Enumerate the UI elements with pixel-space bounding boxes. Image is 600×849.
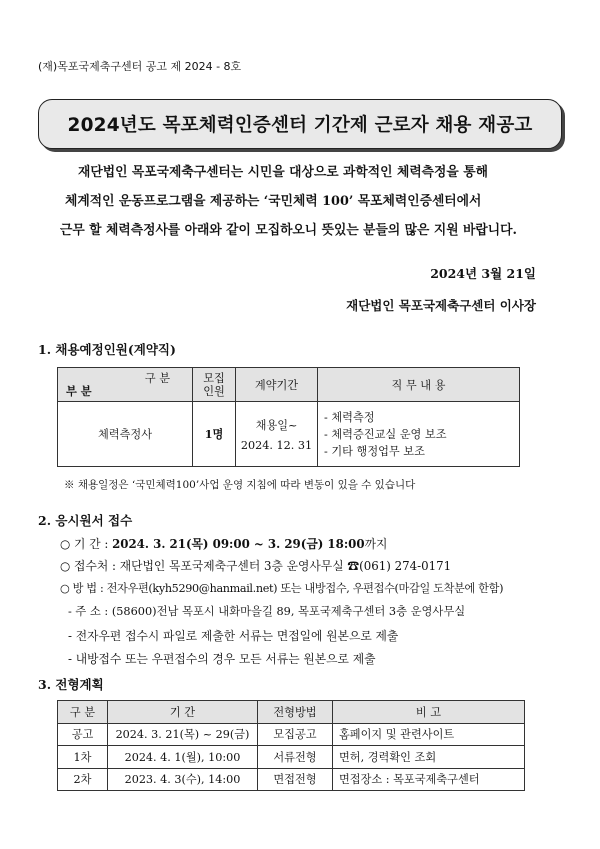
period-cell <box>236 402 318 467</box>
selection-schedule-table <box>57 700 525 791</box>
position-cell: 체력측정사 <box>58 402 193 467</box>
header-diag-top: 구 분 <box>144 372 170 385</box>
address-line: - 주 소 : (58600)전남 목포시 내화마을길 89, 목포국제축구센터 3층 운영사무실 <box>68 605 466 618</box>
recruitment-table <box>57 367 520 467</box>
organization-signature: 재단법인 목포국제축구센터 이사장 <box>346 298 536 313</box>
period-value: 2024. 3. 21(목) 09:00 ~ 3. 29(금) 18:00 <box>112 537 365 551</box>
table-row <box>58 746 525 769</box>
method-cell: 모집공고 <box>258 723 333 746</box>
intro-line: 재단법인 목포국제축구센터는 시민을 대상으로 과학적인 체력측정을 통해 <box>78 165 488 180</box>
stage-cell: 2차 <box>58 768 108 791</box>
header-diag-bottom: 부 분 <box>66 384 92 398</box>
table-row <box>58 768 525 791</box>
remark-cell: 면허, 경력확인 조회 <box>333 746 525 769</box>
date-cell: 2024. 3. 21(목) ~ 29(금) <box>108 723 258 746</box>
date-cell: 2023. 4. 3(수), 14:00 <box>108 768 258 791</box>
table-row <box>58 723 525 746</box>
duty-item: - 체력증진교실 운영 보조 <box>324 427 447 441</box>
table-header-duty: 직 무 내 용 <box>318 368 520 402</box>
schedule-note: ※ 채용일정은 ‘국민체력100’사업 운영 지침에 따라 변동이 있을 수 있습니다 <box>64 479 416 491</box>
intro-line: 체계적인 운동프로그램을 제공하는 ‘국민체력 100’ 목포체력인증센터에서 <box>65 194 482 209</box>
section-heading-2: 2. 응시원서 접수 <box>38 513 133 528</box>
email-note: - 전자우편 접수시 파일로 제출한 서류는 면접일에 원본으로 제출 <box>68 629 399 643</box>
visit-note: - 내방접수 또는 우편접수의 경우 모든 서류는 원본으로 제출 <box>68 652 376 666</box>
method-line: ○ 방 법 : 전자우편(kyh5290@hanmail.net) 또는 내방접수, 우편접수(마감일 도착분에 한함) <box>60 582 504 595</box>
notice-number: (재)목포국제축구센터 공고 제 2024 - 8호 <box>38 60 242 73</box>
section-heading-3: 3. 전형계획 <box>38 677 104 692</box>
duty-item: - 체력측정 <box>324 410 375 424</box>
period-line: ○ 기 간 : 2024. 3. 21(목) 09:00 ~ 3. 29(금) 18:00까지 <box>60 537 388 551</box>
method-cell: 면접전형 <box>258 768 333 791</box>
table-header-count: 모집 인원 <box>193 368 236 402</box>
title-banner <box>38 99 562 149</box>
remark-cell: 홈페이지 및 관련사이트 <box>333 723 525 746</box>
table-header: 전형방법 <box>258 701 333 724</box>
place-value: 재단법인 목포국제축구센터 3층 운영사무실 ☎(061) 274-0171 <box>119 559 452 573</box>
stage-cell: 공고 <box>58 723 108 746</box>
intro-line: 근무 할 체력측정사를 아래와 같이 모집하오니 뜻있는 분들의 많은 지원 바랍니다. <box>60 223 517 238</box>
intro-paragraph <box>60 158 570 245</box>
table-header: 구 분 <box>58 701 108 724</box>
table-header: 비 고 <box>333 701 525 724</box>
notice-date: 2024년 3월 21일 <box>430 266 536 281</box>
section-heading-1: 1. 채용예정인원(계약직) <box>38 342 176 357</box>
method-cell: 서류전형 <box>258 746 333 769</box>
document-title: 2024년도 목포체력인증센터 기간제 근로자 채용 재공고 <box>67 115 533 136</box>
place-line: ○ 접수처 : 재단법인 목포국제축구센터 3층 운영사무실 ☎(061) 274-0171 <box>60 559 452 573</box>
table-header-category <box>58 368 193 402</box>
period-line: 채용일~ <box>255 418 298 432</box>
table-header: 기 간 <box>108 701 258 724</box>
method-value: 전자우편(kyh5290@hanmail.net) 또는 내방접수, 우편접수(마감일 도착분에 한함) <box>106 582 504 595</box>
stage-cell: 1차 <box>58 746 108 769</box>
duty-cell <box>318 402 520 467</box>
duty-item: - 기타 행정업무 보조 <box>324 444 425 458</box>
table-header-period: 계약기간 <box>236 368 318 402</box>
remark-cell: 면접장소 : 목포국제축구센터 <box>333 768 525 791</box>
count-cell: 1명 <box>193 402 236 467</box>
period-line: 2024. 12. 31 <box>240 438 313 452</box>
date-cell: 2024. 4. 1(월), 10:00 <box>108 746 258 769</box>
